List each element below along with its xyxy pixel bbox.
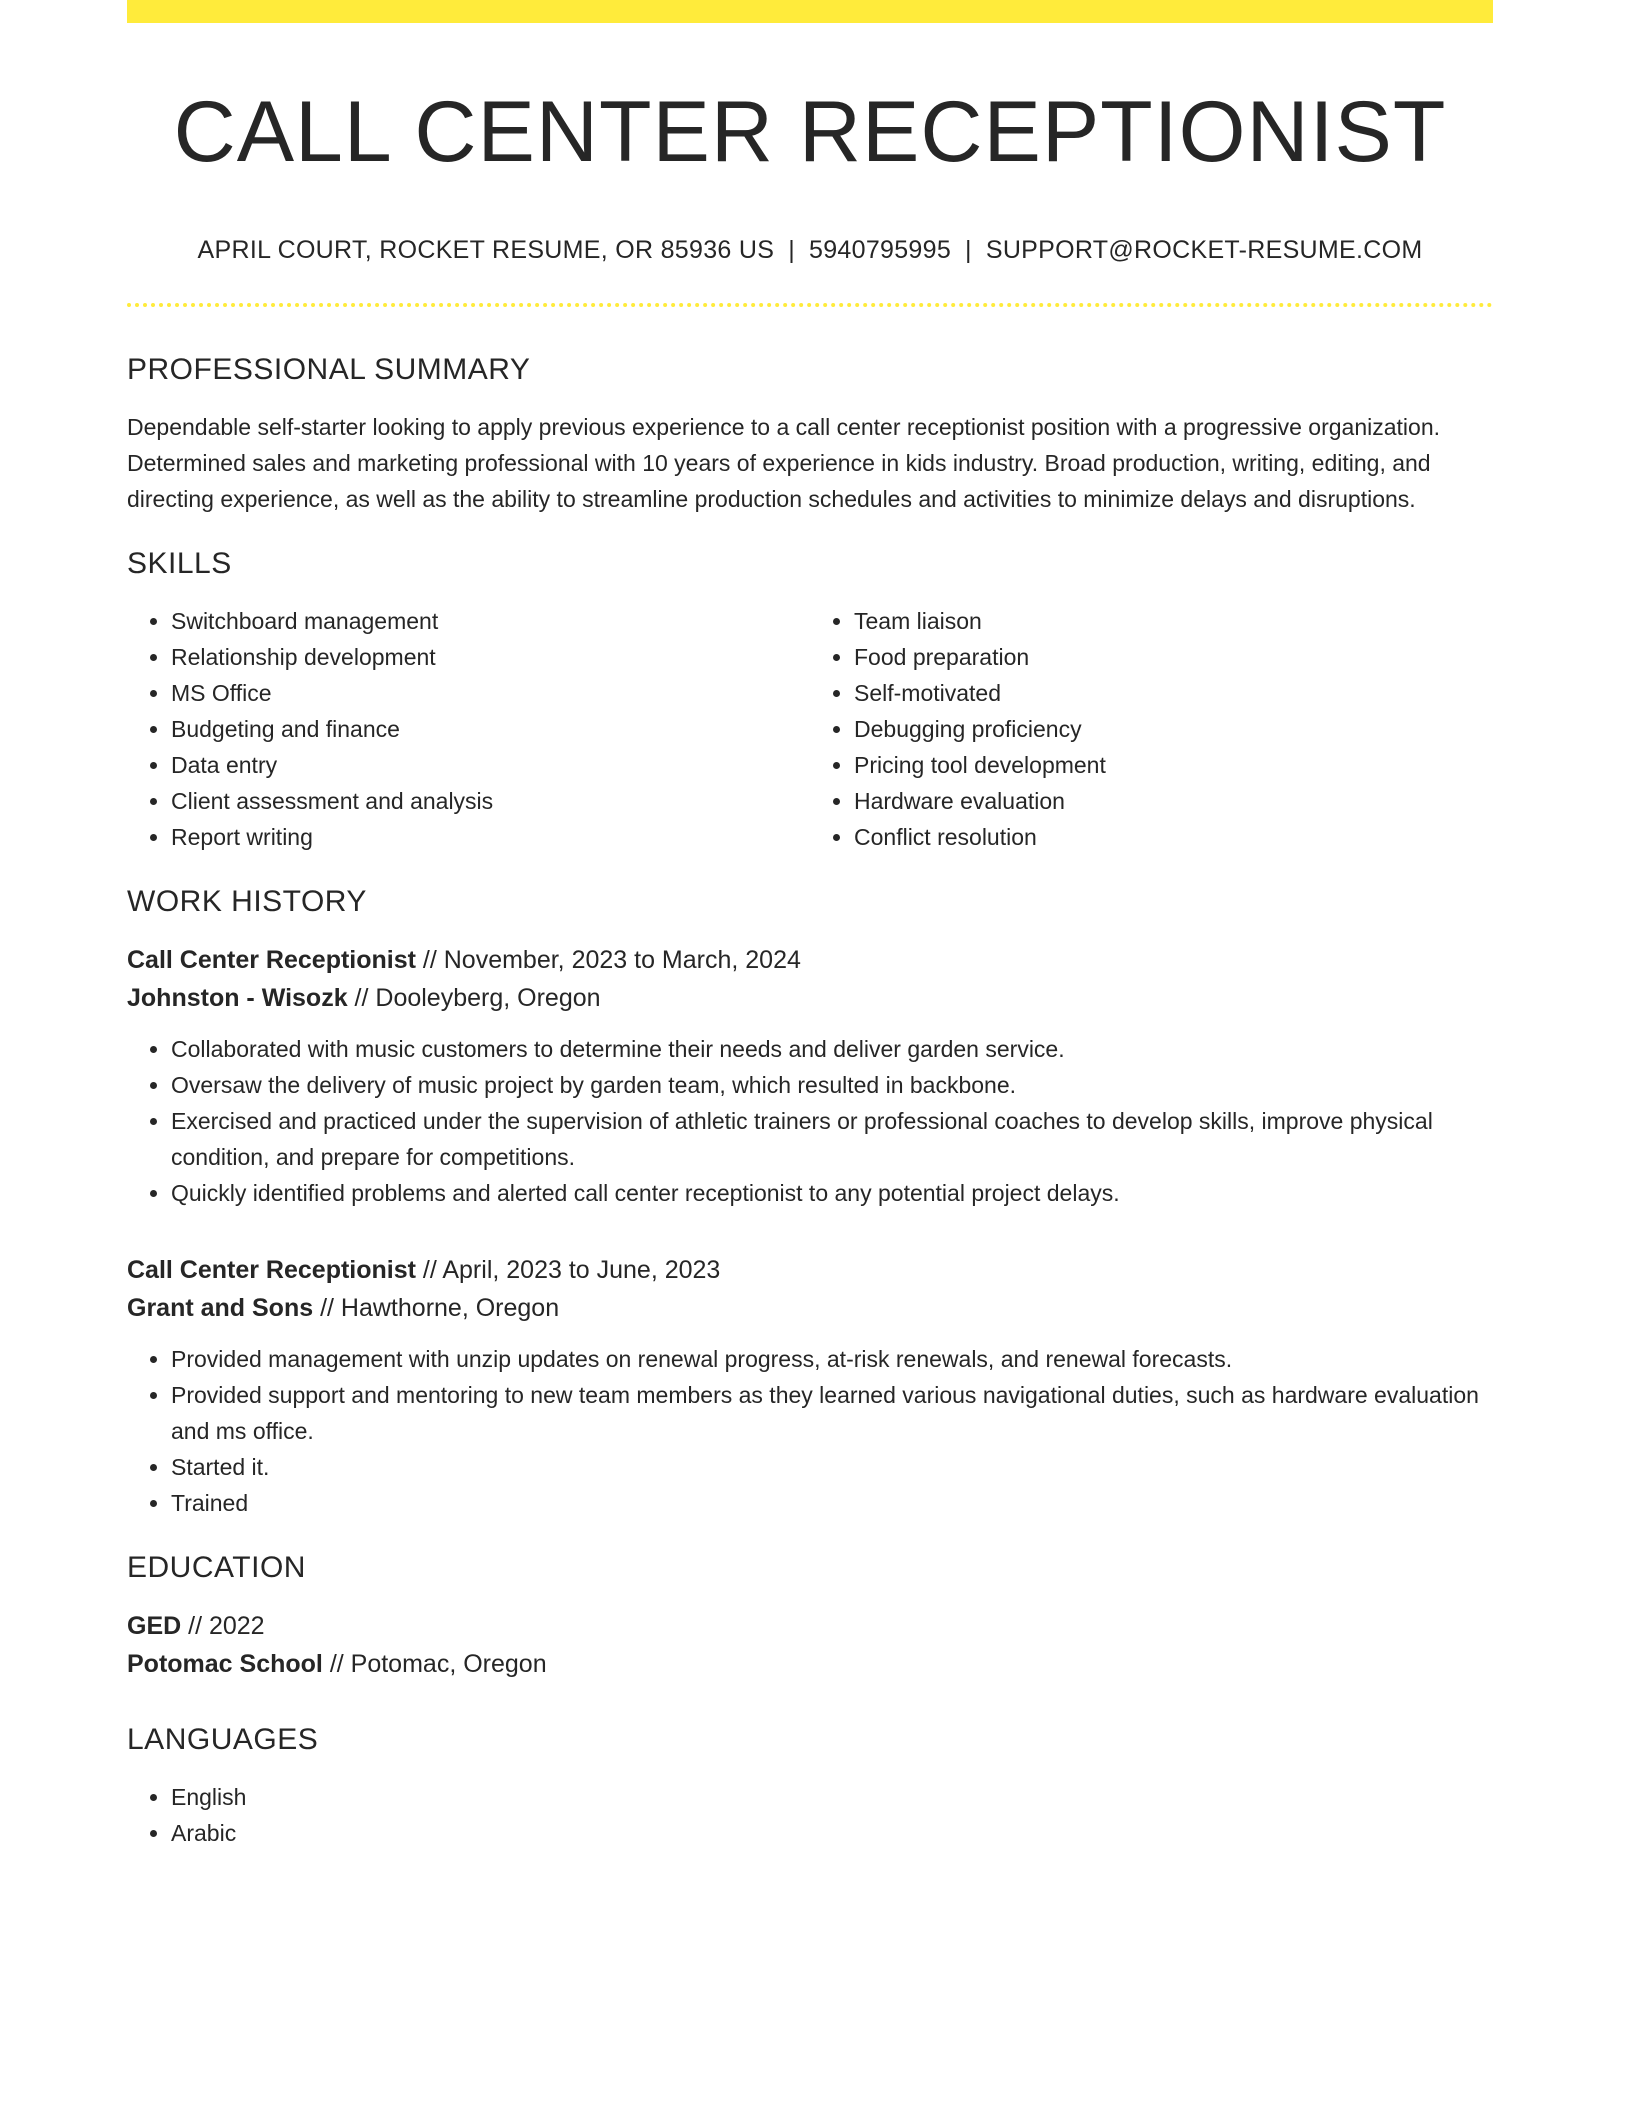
education-degree: GED [127,1611,182,1640]
skill-item: • Report writing [171,819,810,855]
skill-item: • Budgeting and finance [171,711,810,747]
job-bullet: • Quickly identified problems and alerted call center receptionist to any potential project delays. [171,1175,1493,1211]
education-degree-line [127,1607,1493,1645]
job-company-line [127,1289,1493,1327]
skill-item: • Self-motivated [854,675,1493,711]
languages-list [127,1779,1493,1851]
skills-columns [127,603,1493,855]
dotted-divider [127,303,1493,307]
job-dates: // April, 2023 to June, 2023 [415,1255,721,1284]
section-heading-education: EDUCATION [127,1550,306,1584]
education-location: // Potomac, Oregon [322,1649,547,1678]
language-item: • Arabic [171,1815,1493,1851]
language-item: • English [171,1779,1493,1815]
job-bullet: • Oversaw the delivery of music project by garden team, which resulted in backbone. [171,1067,1493,1103]
job-bullet: • Trained [171,1485,1493,1521]
job-bullet: • Provided management with unzip updates on renewal progress, at-risk renewals, and renewal forecasts. [171,1341,1493,1377]
job-entry [127,1251,1493,1521]
skill-item: • Relationship development [171,639,810,675]
contact-address: APRIL COURT, ROCKET RESUME, OR 85936 US [197,235,775,264]
skills-list-right [810,603,1493,855]
skill-item: • Food preparation [854,639,1493,675]
section-heading-languages: LANGUAGES [127,1722,319,1756]
contact-phone: 5940795995 [809,235,952,264]
job-company: Johnston - Wisozk [127,983,348,1012]
skill-item: • Data entry [171,747,810,783]
contact-email: SUPPORT@ROCKET-RESUME.COM [985,235,1423,264]
job-title: Call Center Receptionist [127,1255,416,1284]
job-location: // Hawthorne, Oregon [313,1293,560,1322]
job-bullets [127,1031,1493,1211]
education-school-line [127,1645,1493,1683]
skills-list-left [127,603,810,855]
skill-item: • Debugging proficiency [854,711,1493,747]
job-bullet: • Started it. [171,1449,1493,1485]
job-company: Grant and Sons [127,1293,314,1322]
job-title-line [127,941,1493,979]
skill-item: • Switchboard management [171,603,810,639]
job-bullet: • Provided support and mentoring to new team members as they learned various navigational duties, such as hardware evaluation and ms office. [171,1377,1493,1449]
section-heading-skills: SKILLS [127,546,232,580]
job-title: Call Center Receptionist [127,945,416,974]
job-title-line [127,1251,1493,1289]
summary-text: Dependable self-starter looking to apply previous experience to a call center receptionist position with a progressive organization. Determined sales and marketing professional with 10 years of experience in kids industry. Broad production, writing, editing, and directing experience, as well as the ability to streamline production schedules and activities to minimize delays and disruptions. [127,413,1441,512]
job-bullet: • Collaborated with music customers to determine their needs and deliver garden service. [171,1031,1493,1067]
job-company-line [127,979,1493,1017]
skill-item: • Pricing tool development [854,747,1493,783]
resume-title: CALL CENTER RECEPTIONIST [173,84,1447,180]
accent-top-bar [127,0,1493,23]
skill-item: • MS Office [171,675,810,711]
skill-item: • Client assessment and analysis [171,783,810,819]
section-heading-summary: PROFESSIONAL SUMMARY [127,352,531,386]
education-school: Potomac School [127,1649,323,1678]
section-heading-work-history: WORK HISTORY [127,884,367,918]
job-location: // Dooleyberg, Oregon [347,983,601,1012]
job-entry [127,941,1493,1211]
education-entry [127,1607,1493,1683]
job-bullets [127,1341,1493,1521]
job-dates: // November, 2023 to March, 2024 [415,945,801,974]
education-year: // 2022 [181,1611,265,1640]
contact-separator: | [965,235,972,264]
contact-separator: | [788,235,795,264]
skill-item: • Hardware evaluation [854,783,1493,819]
skill-item: • Conflict resolution [854,819,1493,855]
job-bullet: • Exercised and practiced under the supervision of athletic trainers or professional coaches to develop skills, improve physical condition, and prepare for competitions. [171,1103,1493,1175]
resume-content [127,0,1493,1851]
contact-line [127,236,1493,265]
skill-item: • Team liaison [854,603,1493,639]
